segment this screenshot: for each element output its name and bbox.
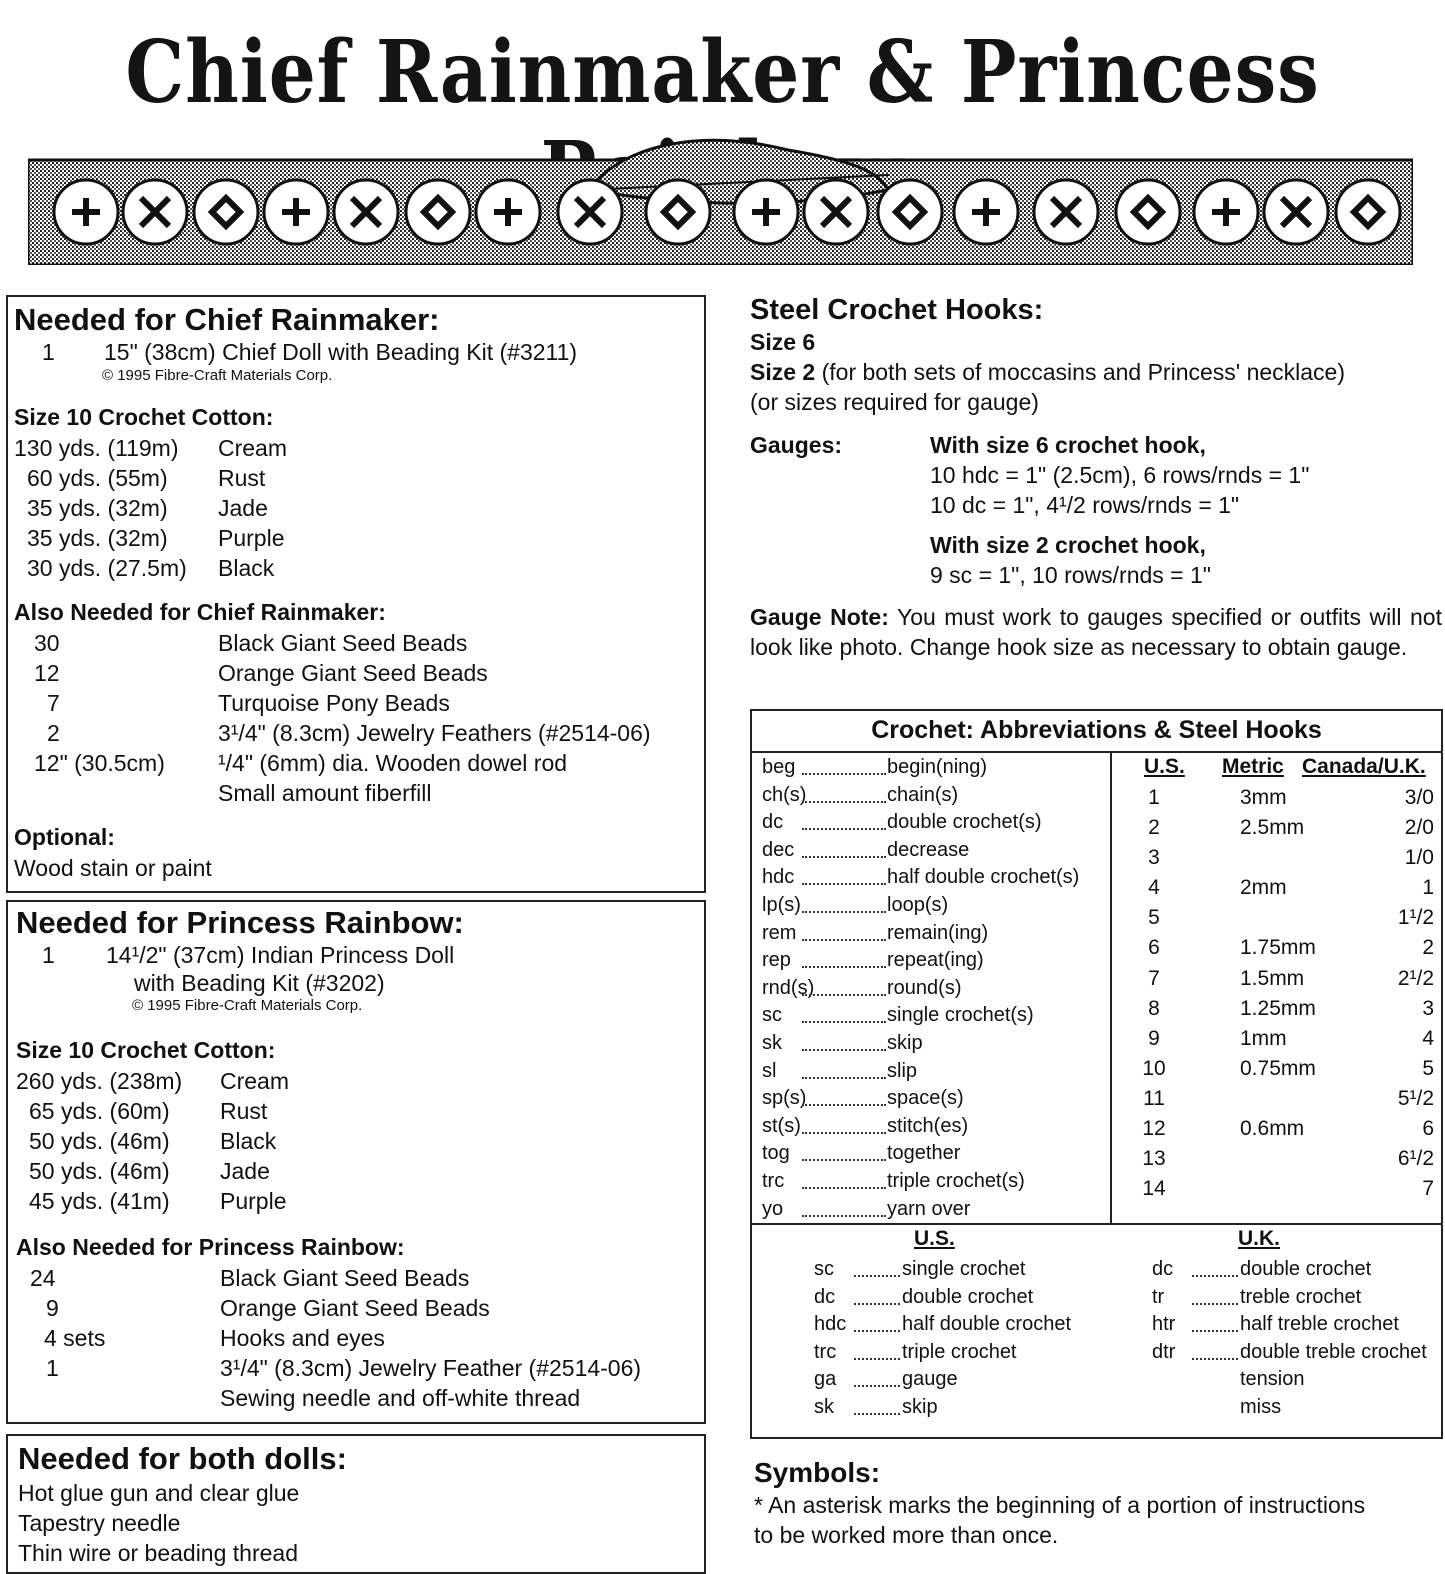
cotton-color: Jade xyxy=(218,495,268,521)
dot-leader xyxy=(802,883,886,885)
us-size: 11 xyxy=(1143,1086,1165,1110)
list-item xyxy=(1130,1284,1442,1312)
table-row xyxy=(1114,1024,1442,1054)
item-name: Hooks and eyes xyxy=(220,1325,385,1351)
list-item xyxy=(762,975,1107,1003)
symbols-line1: * An asterisk marks the beginning of a portion of instructions xyxy=(754,1492,1366,1518)
us-size: 10 xyxy=(1142,1056,1166,1080)
dot-leader xyxy=(802,856,886,858)
hook-size-2-label: Size 2 xyxy=(750,359,816,385)
chief-cotton-heading: Size 10 Crochet Cotton: xyxy=(14,404,274,430)
list-item xyxy=(1130,1311,1442,1339)
cotton-color: Purple xyxy=(218,525,285,551)
hook-rows xyxy=(1114,783,1442,1204)
symbols-line2: to be worked more than once. xyxy=(754,1522,1059,1548)
beaded-band-decoration xyxy=(28,130,1413,265)
cotton-qty: 50 yds. (46m) xyxy=(29,1158,170,1184)
dot-leader xyxy=(854,1358,900,1360)
medallion-icon xyxy=(646,180,710,244)
hook-size-2 xyxy=(750,357,1345,387)
meaning: half treble crochet xyxy=(1240,1313,1399,1336)
list-item xyxy=(762,1085,1107,1113)
meaning: double crochet(s) xyxy=(887,811,1042,834)
list-item xyxy=(762,1030,1107,1058)
item-name: ¹/4" (6mm) dia. Wooden dowel rod xyxy=(218,750,568,776)
dot-leader xyxy=(802,1215,886,1217)
cotton-qty: 50 yds. (46m) xyxy=(29,1128,170,1154)
item-qty: 4 sets xyxy=(44,1325,106,1351)
us-size: 2 xyxy=(1148,816,1160,840)
table-row xyxy=(1114,1084,1442,1114)
cotton-qty: 260 yds. (238m) xyxy=(16,1068,183,1094)
meaning: treble crochet xyxy=(1240,1285,1362,1308)
item-qty: 2 xyxy=(47,720,60,746)
chief-doll-qty: 1 xyxy=(42,339,55,365)
meaning: yarn over xyxy=(887,1197,971,1220)
cotton-qty: 30 yds. (27.5m) xyxy=(27,555,187,581)
meaning: chain(s) xyxy=(887,783,959,806)
us-size: 3 xyxy=(1148,846,1160,870)
canada-uk-size: 1/0 xyxy=(1404,846,1434,870)
both-heading: Needed for both dolls: xyxy=(18,1441,347,1476)
item-qty: 7 xyxy=(47,690,60,716)
col-canada-uk: Canada/U.K. xyxy=(1302,755,1426,778)
list-item: Hot glue gun and clear glue xyxy=(18,1480,300,1506)
meaning: skip xyxy=(902,1395,938,1418)
dot-leader xyxy=(802,1021,886,1023)
abbreviation: yo xyxy=(762,1196,783,1224)
dot-leader xyxy=(802,828,886,830)
chief-rainmaker-box xyxy=(6,295,706,893)
dot-leader xyxy=(854,1330,900,1332)
hook-size-note: (or sizes required for gauge) xyxy=(750,389,1039,415)
abbreviation: rep xyxy=(762,947,791,975)
dot-leader xyxy=(802,994,886,996)
cotton-qty: 35 yds. (32m) xyxy=(27,495,168,521)
dot-leader xyxy=(802,801,886,803)
us-size: 8 xyxy=(1148,996,1160,1020)
gauge-hook6-heading: With size 6 crochet hook, xyxy=(930,432,1206,458)
list-item xyxy=(1130,1366,1442,1394)
abbreviation: rnd(s) xyxy=(762,975,814,1003)
canada-uk-size: 3 xyxy=(1422,996,1434,1020)
list-item: Thin wire or beading thread xyxy=(18,1540,298,1566)
metric-size: 1mm xyxy=(1240,1026,1287,1050)
abbreviation: dc xyxy=(762,809,783,837)
table-row xyxy=(1114,903,1442,933)
dot-leader xyxy=(802,1104,886,1106)
abbreviation: sk xyxy=(762,1030,782,1058)
dot-leader xyxy=(854,1303,900,1305)
metric-size: 1.5mm xyxy=(1240,966,1305,990)
medallion-icon xyxy=(1336,180,1400,244)
medallion-icon xyxy=(406,180,470,244)
dot-leader xyxy=(1192,1303,1238,1305)
abbreviation: sc xyxy=(762,1002,782,1030)
page-title: Chief Rainmaker & Princess xyxy=(125,22,1320,123)
meaning: miss xyxy=(1240,1395,1282,1418)
abbreviation: dc xyxy=(814,1285,836,1308)
list-item xyxy=(762,1168,1107,1196)
list-item xyxy=(762,1140,1107,1168)
chief-copyright: © 1995 Fibre-Craft Materials Corp. xyxy=(102,367,333,384)
abbreviation: lp(s) xyxy=(762,892,801,920)
item-qty: 9 xyxy=(46,1295,59,1321)
col-us: U.S. xyxy=(1144,755,1185,778)
meaning: repeat(ing) xyxy=(887,949,984,972)
canada-uk-size: 7 xyxy=(1422,1177,1434,1201)
uk-header: U.K. xyxy=(1238,1227,1280,1250)
canada-uk-size: 2¹/2 xyxy=(1397,966,1434,990)
hook-table-header xyxy=(1114,755,1442,783)
dot-leader xyxy=(854,1275,900,1277)
cotton-color: Black xyxy=(220,1128,277,1154)
meaning: triple crochet xyxy=(902,1340,1017,1363)
dot-leader xyxy=(802,939,886,941)
metric-size: 0.75mm xyxy=(1240,1056,1316,1080)
dot-leader xyxy=(802,773,886,775)
princess-also-heading: Also Needed for Princess Rainbow: xyxy=(16,1234,405,1260)
dot-leader xyxy=(802,966,886,968)
canada-uk-size: 6 xyxy=(1422,1117,1434,1141)
meaning: slip xyxy=(887,1059,918,1082)
meaning: together xyxy=(887,1142,961,1165)
hook-size-6: Size 6 xyxy=(750,329,816,355)
col-metric: Metric xyxy=(1222,755,1284,778)
list-item xyxy=(762,754,1107,782)
dot-leader xyxy=(854,1385,900,1387)
canada-uk-size: 1 xyxy=(1422,876,1434,900)
item-name: Sewing needle and off-white thread xyxy=(220,1385,581,1411)
meaning: loop(s) xyxy=(887,893,949,916)
list-item xyxy=(792,1284,1112,1312)
item-qty: 30 xyxy=(34,630,60,656)
meaning: double crochet xyxy=(902,1285,1034,1308)
meaning: double treble crochet xyxy=(1240,1340,1427,1363)
both-dolls-box xyxy=(6,1434,706,1574)
gauge-note xyxy=(750,602,1442,662)
chief-optional-item: Wood stain or paint xyxy=(14,855,212,881)
list-item xyxy=(762,892,1107,920)
list-item xyxy=(1130,1339,1442,1367)
item-name: Small amount fiberfill xyxy=(218,780,432,806)
us-size: 6 xyxy=(1148,936,1160,960)
chief-doll: 15" (38cm) Chief Doll with Beading Kit (#3211) xyxy=(104,339,578,365)
list-item xyxy=(1130,1256,1442,1284)
abbreviation: dec xyxy=(762,837,794,865)
list-item xyxy=(792,1311,1112,1339)
meaning: begin(ning) xyxy=(887,756,988,778)
table-row xyxy=(1114,783,1442,813)
meaning: decrease xyxy=(887,838,970,861)
list-item xyxy=(792,1339,1112,1367)
chief-optional-heading: Optional: xyxy=(14,824,115,850)
list-item: Tapestry needle xyxy=(18,1510,181,1536)
abbreviation: tog xyxy=(762,1140,790,1168)
list-item xyxy=(762,920,1107,948)
cotton-color: Jade xyxy=(220,1158,270,1184)
medallion-icon xyxy=(878,180,942,244)
dot-leader xyxy=(1192,1275,1238,1277)
chief-also-heading: Also Needed for Chief Rainmaker: xyxy=(14,599,386,625)
canada-uk-size: 2 xyxy=(1422,936,1434,960)
divider xyxy=(1110,751,1112,1223)
princess-doll-qty: 1 xyxy=(42,942,55,968)
abbreviation: sp(s) xyxy=(762,1085,806,1113)
uk-term-list xyxy=(1130,1256,1442,1422)
list-item xyxy=(762,1196,1107,1224)
gauge-note-text: You must work to gauges specified or outfits will not look like photo. Change hook size as necessary to obtain gauge. xyxy=(750,604,1442,660)
metric-size: 2mm xyxy=(1240,876,1287,900)
abbreviation: htr xyxy=(1152,1313,1176,1336)
canada-uk-size: 6¹/2 xyxy=(1397,1147,1434,1171)
meaning: skip xyxy=(887,1031,923,1054)
cotton-color: Rust xyxy=(220,1098,268,1124)
table-row xyxy=(1114,964,1442,994)
cotton-qty: 60 yds. (55m) xyxy=(27,465,168,491)
cotton-color: Black xyxy=(218,555,275,581)
table-row xyxy=(1114,994,1442,1024)
divider xyxy=(752,1223,1441,1225)
table-row xyxy=(1114,1054,1442,1084)
metric-size: 1.75mm xyxy=(1240,936,1316,960)
meaning: round(s) xyxy=(887,976,962,999)
princess-heading: Needed for Princess Rainbow: xyxy=(16,905,464,940)
list-item xyxy=(762,782,1107,810)
abbreviation: trc xyxy=(762,1168,784,1196)
list-item xyxy=(792,1256,1112,1284)
us-size: 9 xyxy=(1148,1026,1160,1050)
table-row xyxy=(1114,1114,1442,1144)
list-item xyxy=(762,947,1107,975)
us-size: 4 xyxy=(1148,876,1160,900)
dot-leader xyxy=(802,1187,886,1189)
abbreviation: sl xyxy=(762,1058,776,1086)
abbreviation: dc xyxy=(1152,1258,1174,1280)
abbreviation: dtr xyxy=(1152,1340,1176,1363)
gauge-hook2-line1: 9 sc = 1", 10 rows/rnds = 1" xyxy=(930,562,1211,588)
dot-leader xyxy=(802,1077,886,1079)
table-row xyxy=(1114,873,1442,903)
list-item xyxy=(762,809,1107,837)
list-item xyxy=(792,1366,1112,1394)
meaning: half double crochet(s) xyxy=(887,866,1080,889)
meaning: tension xyxy=(1240,1368,1305,1391)
abbreviation: tr xyxy=(1152,1285,1165,1308)
item-name: 3¹/4" (8.3cm) Jewelry Feathers (#2514-06) xyxy=(218,720,651,746)
meaning: double crochet xyxy=(1240,1258,1372,1280)
meaning: single crochet xyxy=(902,1258,1026,1280)
gauge-hook6-line2: 10 dc = 1", 4¹/2 rows/rnds = 1" xyxy=(930,492,1240,518)
metric-size: 3mm xyxy=(1240,786,1287,809)
meaning: single crochet(s) xyxy=(887,1004,1034,1027)
meaning: space(s) xyxy=(887,1087,964,1110)
abbreviation: beg xyxy=(762,754,795,782)
dot-leader xyxy=(802,1049,886,1051)
cotton-qty: 45 yds. (41m) xyxy=(29,1188,170,1214)
abbreviation: sc xyxy=(814,1258,834,1280)
list-item xyxy=(762,837,1107,865)
item-qty: 12 xyxy=(34,660,60,686)
canada-uk-size: 1¹/2 xyxy=(1397,906,1434,930)
gauge-note-label: Gauge Note: xyxy=(750,604,889,630)
hook-table xyxy=(1114,755,1442,1204)
us-size: 14 xyxy=(1142,1177,1166,1201)
list-item xyxy=(762,1113,1107,1141)
meaning: half double crochet xyxy=(902,1313,1072,1336)
item-name: Turquoise Pony Beads xyxy=(218,690,450,716)
metric-size: 1.25mm xyxy=(1240,996,1316,1020)
table-row xyxy=(1114,1144,1442,1174)
list-item xyxy=(762,1002,1107,1030)
abbreviation: ch(s) xyxy=(762,782,806,810)
abbreviations-table xyxy=(750,709,1443,1439)
item-name: Orange Giant Seed Beads xyxy=(220,1295,490,1321)
cotton-color: Cream xyxy=(220,1068,290,1094)
abbreviation: sk xyxy=(814,1395,834,1418)
table-title: Crochet: Abbreviations & Steel Hooks xyxy=(871,716,1322,744)
cotton-qty: 35 yds. (32m) xyxy=(27,525,168,551)
list-item xyxy=(1130,1394,1442,1422)
abbreviation: rem xyxy=(762,920,796,948)
us-size: 5 xyxy=(1148,906,1160,930)
dot-leader xyxy=(854,1413,900,1415)
us-size: 13 xyxy=(1142,1147,1166,1171)
us-term-list xyxy=(792,1256,1112,1422)
metric-size: 2.5mm xyxy=(1240,816,1305,840)
list-item xyxy=(762,864,1107,892)
dot-leader xyxy=(802,911,886,913)
canada-uk-size: 4 xyxy=(1422,1026,1434,1050)
hooks-heading: Steel Crochet Hooks: xyxy=(750,294,1044,326)
list-item xyxy=(792,1394,1112,1422)
abbreviation: st(s) xyxy=(762,1113,801,1141)
dot-leader xyxy=(802,1132,886,1134)
item-qty: 1 xyxy=(46,1355,59,1381)
dot-leader xyxy=(802,1159,886,1161)
item-name: Black Giant Seed Beads xyxy=(220,1265,470,1291)
princess-doll-line2: with Beading Kit (#3202) xyxy=(134,970,385,996)
gauge-hook6-line1: 10 hdc = 1" (2.5cm), 6 rows/rnds = 1" xyxy=(930,462,1310,488)
abbreviation: ga xyxy=(814,1368,837,1391)
item-name: 3¹/4" (8.3cm) Jewelry Feather (#2514-06) xyxy=(220,1355,642,1381)
list-item xyxy=(762,1058,1107,1086)
cotton-color: Cream xyxy=(218,435,288,461)
table-row xyxy=(1114,843,1442,873)
canada-uk-size: 5¹/2 xyxy=(1397,1086,1434,1110)
dot-leader xyxy=(1192,1330,1238,1332)
chief-heading: Needed for Chief Rainmaker: xyxy=(14,302,440,337)
canada-uk-size: 3/0 xyxy=(1404,786,1434,809)
cotton-qty: 130 yds. (119m) xyxy=(14,435,179,461)
metric-size: 0.6mm xyxy=(1240,1117,1305,1141)
princess-doll-line1: 14¹/2" (37cm) Indian Princess Doll xyxy=(106,942,455,968)
gauges-label: Gauges: xyxy=(750,432,843,458)
us-size: 7 xyxy=(1148,966,1160,990)
cotton-color: Purple xyxy=(220,1188,287,1214)
us-size: 1 xyxy=(1148,786,1160,809)
gauge-hook2-heading: With size 2 crochet hook, xyxy=(930,532,1206,558)
abbreviation: hdc xyxy=(814,1313,847,1336)
cotton-qty: 65 yds. (60m) xyxy=(29,1098,170,1124)
item-qty: 24 xyxy=(30,1265,56,1291)
item-name: Orange Giant Seed Beads xyxy=(218,660,488,686)
princess-copyright: © 1995 Fibre-Craft Materials Corp. xyxy=(132,997,363,1014)
hook-size-2-text: (for both sets of moccasins and Princess' necklace) xyxy=(821,359,1346,385)
divider xyxy=(752,751,1441,753)
princess-cotton-heading: Size 10 Crochet Cotton: xyxy=(16,1037,276,1063)
abbreviation-list xyxy=(762,754,1107,1223)
medallion-icon xyxy=(1116,180,1180,244)
table-row xyxy=(1114,933,1442,963)
canada-uk-size: 2/0 xyxy=(1404,816,1434,840)
meaning: gauge xyxy=(902,1368,958,1391)
canada-uk-size: 5 xyxy=(1422,1056,1434,1080)
princess-rainbow-box xyxy=(6,900,706,1424)
item-name: Black Giant Seed Beads xyxy=(218,630,468,656)
abbreviation: trc xyxy=(814,1340,837,1363)
abbreviation: hdc xyxy=(762,864,794,892)
dot-leader xyxy=(1192,1358,1238,1360)
table-row xyxy=(1114,813,1442,843)
meaning: stitch(es) xyxy=(887,1114,969,1137)
meaning: remain(ing) xyxy=(887,921,989,944)
meaning: triple crochet(s) xyxy=(887,1169,1025,1192)
us-header: U.S. xyxy=(914,1227,955,1250)
symbols-heading: Symbols: xyxy=(754,1457,881,1488)
medallion-icon xyxy=(194,180,258,244)
cotton-color: Rust xyxy=(218,465,266,491)
table-row xyxy=(1114,1174,1442,1204)
item-qty: 12" (30.5cm) xyxy=(34,750,165,776)
us-size: 12 xyxy=(1142,1117,1166,1141)
